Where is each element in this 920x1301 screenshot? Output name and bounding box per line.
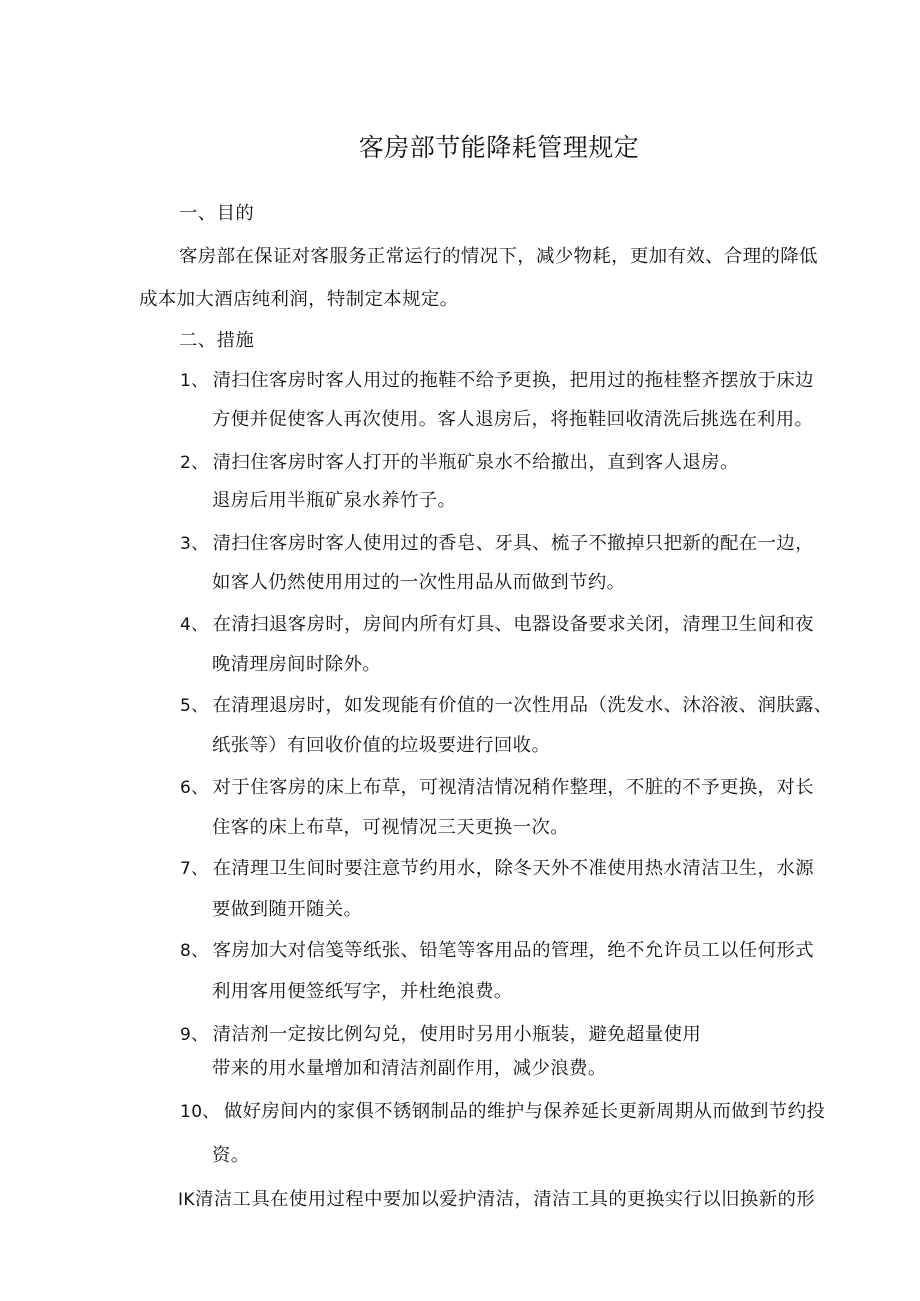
- list-item-continuation: 利用客用便签纸写字，并杜绝浪费。: [212, 981, 513, 1002]
- list-item-number: 4、: [180, 615, 209, 635]
- list-item-number: 10、: [180, 1102, 220, 1122]
- section-heading-purpose: 一、目的: [179, 203, 255, 224]
- list-item: [180, 372, 814, 390]
- list-item-text: 清洁工具在使用过程中要加以爱护清洁，清洁工具的更换实行以旧换新的形: [194, 1189, 816, 1210]
- list-item-number: 5、: [180, 696, 209, 716]
- list-item-number: 3、: [180, 534, 209, 554]
- list-item: [180, 942, 814, 960]
- list-item-number: 7、: [180, 859, 209, 879]
- list-item-continuation: 退房后用半瓶矿泉水养竹子。: [212, 490, 457, 511]
- list-item-text: 在清理退房时，如发现能有价值的一次性用品（洗发水、沐浴液、润肤露、: [212, 695, 833, 716]
- list-item-number: 6、: [180, 778, 209, 798]
- list-item-continuation: 纸张等）有回收价值的垃圾要进行回收。: [212, 735, 551, 756]
- list-item-text: 清扫住客房时客人用过的拖鞋不给予更换，把用过的拖桂整齐摆放于床边: [212, 370, 814, 391]
- list-item-text: 清洁剂一定按比例勾兑，使用时另用小瓶装，避免超量使用: [212, 1024, 702, 1045]
- list-item-continuation: 资。: [212, 1145, 250, 1166]
- list-item-number: IK: [178, 1190, 195, 1210]
- list-item-number: 1、: [180, 371, 209, 391]
- list-item: [180, 616, 814, 634]
- list-item-text: 客房加大对信笺等纸张、铅笔等客用品的管理，绝不允许员工以任何形式: [212, 940, 814, 961]
- list-item: [180, 697, 833, 715]
- list-item: [178, 1191, 815, 1209]
- list-item-continuation: 住客的床上布草，可视情况三天更换一次。: [212, 817, 570, 838]
- list-item-text: 清扫住客房时客人使用过的香皂、牙具、梳子不撤掉只把新的配在一边，: [212, 533, 814, 554]
- purpose-paragraph-line-1: 客房部在保证对客服务正常运行的情况下，减少物耗，更加有效、合理的降低: [179, 246, 818, 267]
- list-item-text: 在清理卫生间时要注意节约用水，除冬天外不准使用热水清洁卫生，水源: [212, 858, 814, 879]
- purpose-paragraph-line-2: 成本加大酒店纯利润，特制定本规定。: [139, 289, 459, 310]
- list-item-text: 对于住客房的床上布草，可视清洁情况稍作整理，不脏的不予更换，对长: [212, 777, 814, 798]
- list-item: [180, 1026, 701, 1044]
- document-title: 客房部节能降耗管理规定: [358, 133, 640, 162]
- section-heading-measures: 二、措施: [179, 330, 255, 351]
- list-item-continuation: 如客人仍然使用用过的一次性用品从而做到节约。: [212, 572, 626, 593]
- list-item-continuation: 带来的用水量增加和清洁剂副作用，减少浪费。: [212, 1058, 607, 1079]
- list-item-number: 9、: [180, 1025, 209, 1045]
- list-item-number: 2、: [180, 453, 209, 473]
- list-item-text: 做好房间内的家俱不锈钢制品的维护与保养延长更新周期从而做到节约投: [223, 1101, 826, 1122]
- list-item: [180, 1103, 825, 1121]
- list-item-number: 8、: [180, 941, 209, 961]
- list-item-continuation: 晚清理房间时除外。: [212, 654, 382, 675]
- list-item: [180, 779, 814, 797]
- list-item: [180, 454, 739, 472]
- list-item-text: 在清扫退客房时，房间内所有灯具、电器设备要求关闭，清理卫生间和夜: [212, 614, 814, 635]
- list-item: [180, 860, 814, 878]
- list-item-continuation: 要做到随开随关。: [212, 899, 363, 920]
- list-item: [180, 535, 814, 553]
- list-item-continuation: 方便并促使客人再次使用。客人退房后，将拖鞋回收清洗后挑选在利用。: [212, 409, 814, 430]
- list-item-text: 清扫住客房时客人打开的半瓶矿泉水不给撤出，直到客人退房。: [212, 452, 739, 473]
